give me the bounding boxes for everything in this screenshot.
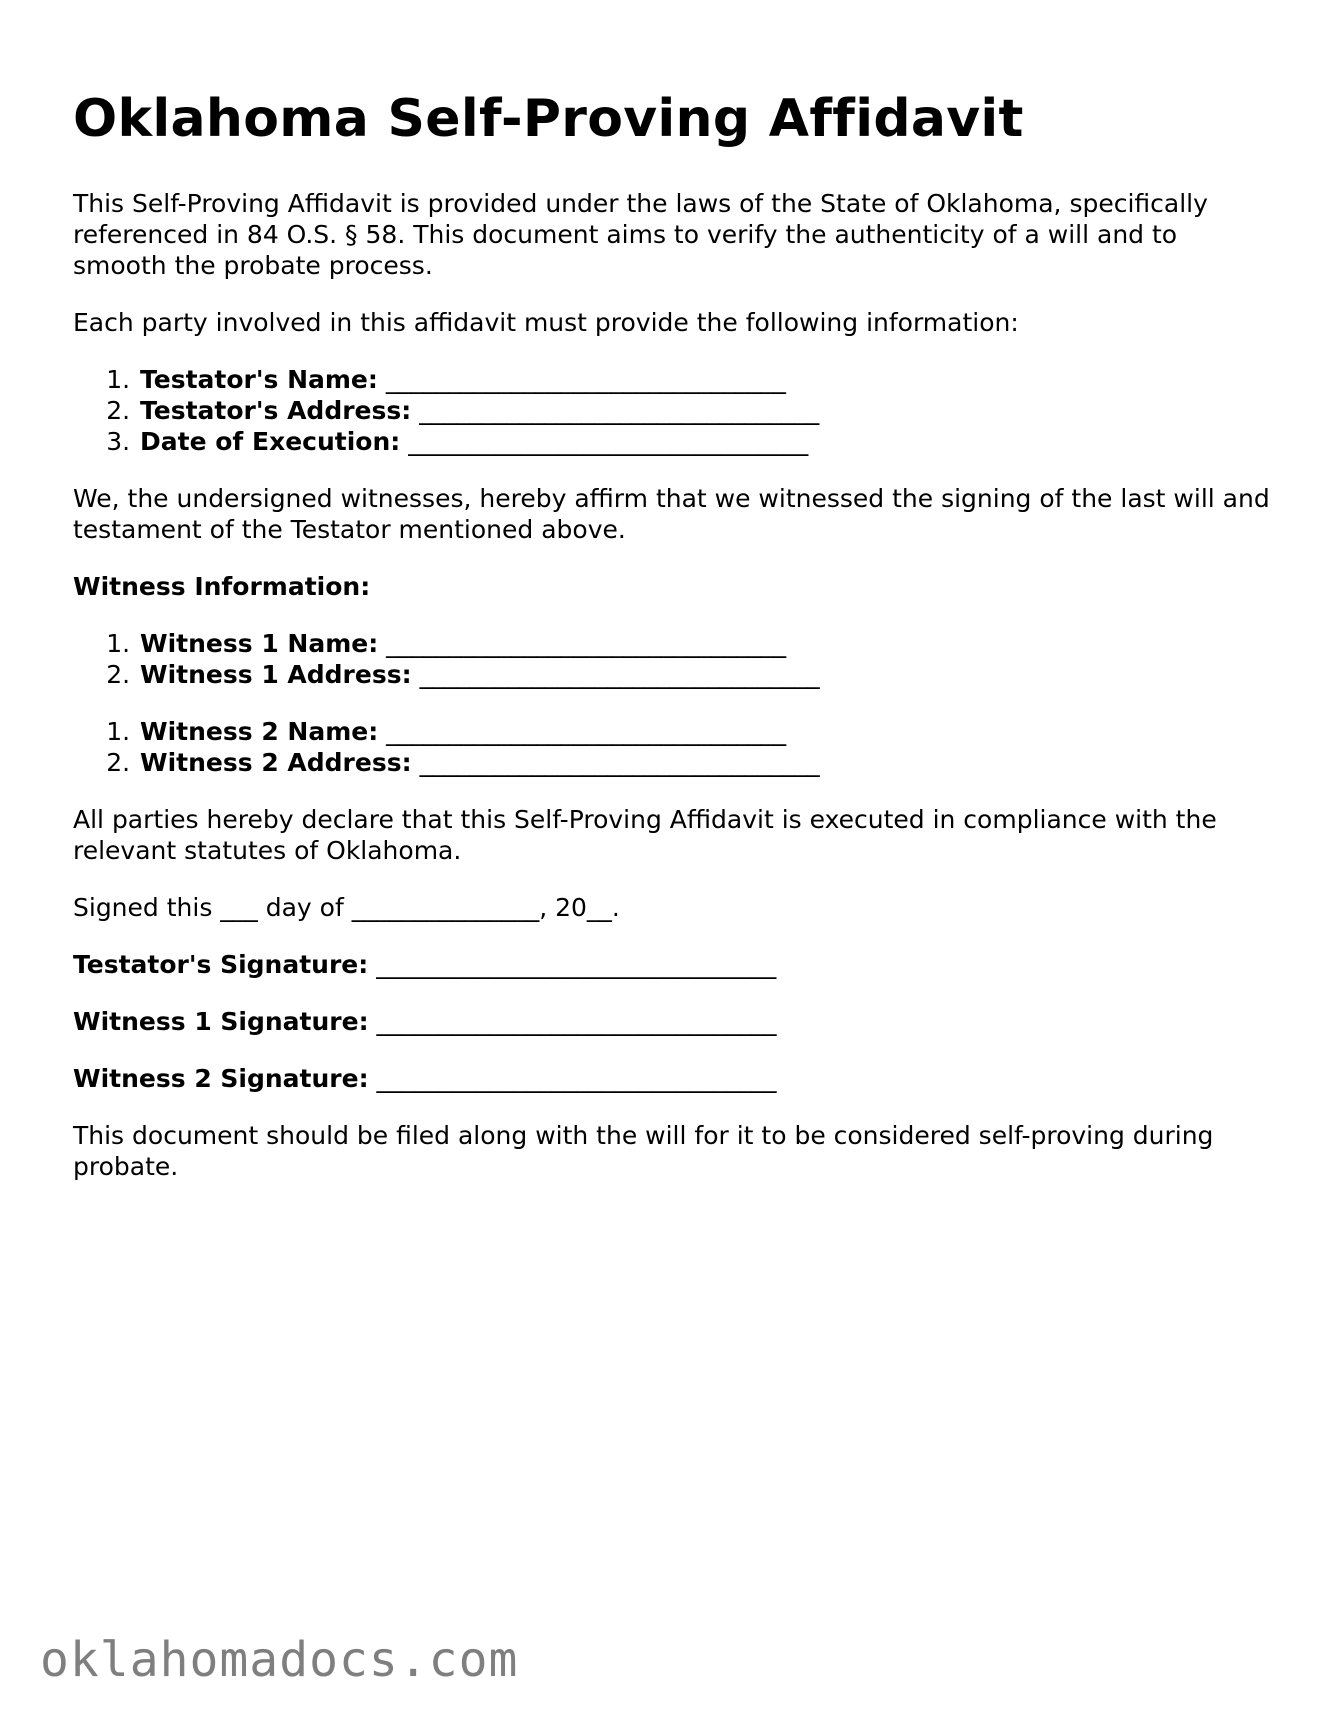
witness2-address-field — [138, 747, 1273, 778]
witness-info-heading: Witness Information: — [73, 572, 371, 602]
witness1-name-field — [138, 628, 1273, 659]
field-label: Witness 1 Name: — [140, 629, 379, 659]
witness2-name-field — [138, 716, 1273, 747]
field-label: Witness 1 Address: — [140, 660, 412, 690]
signature-label: Witness 1 Signature: — [73, 1007, 369, 1037]
witness1-address-field — [138, 659, 1273, 690]
compliance-paragraph: All parties hereby declare that this Self-Proving Affidavit is executed in compliance with the relevant statutes of Oklahoma. — [73, 805, 1217, 866]
testator-signature-line — [73, 949, 1273, 980]
witness1-signature-line — [73, 1006, 1273, 1037]
document-title: Oklahoma Self-Proving Affidavit — [73, 89, 1024, 149]
field-label: Witness 2 Name: — [140, 717, 379, 747]
witness-statement: We, the undersigned witnesses, hereby affirm that we witnessed the signing of the last will and testament of the Testator mentioned above. — [73, 484, 1270, 545]
witness2-fields-list — [73, 716, 1273, 778]
field-label: Testator's Name: — [140, 365, 378, 395]
testator-address-field — [138, 395, 1273, 426]
document-page — [73, 88, 1273, 1208]
fill-in-blank[interactable]: ________________________________ — [419, 396, 820, 426]
fill-in-blank[interactable]: ________________________________ — [408, 427, 809, 457]
signature-blank[interactable]: ________________________________ — [376, 950, 777, 980]
closing-paragraph: This document should be filed along with the will for it to be considered self-proving during probate. — [73, 1121, 1214, 1182]
signature-label: Witness 2 Signature: — [73, 1064, 369, 1094]
testator-fields-list — [73, 364, 1273, 457]
signature-blank[interactable]: ________________________________ — [376, 1064, 777, 1094]
field-label: Witness 2 Address: — [140, 748, 412, 778]
party-info-intro: Each party involved in this affidavit must provide the following information: — [73, 308, 1019, 338]
signature-label: Testator's Signature: — [73, 950, 369, 980]
field-label: Date of Execution: — [140, 427, 401, 457]
fill-in-blank[interactable]: ________________________________ — [419, 748, 820, 778]
field-label: Testator's Address: — [140, 396, 412, 426]
witness2-signature-line — [73, 1063, 1273, 1094]
date-of-execution-field — [138, 426, 1273, 457]
witness1-fields-list — [73, 628, 1273, 690]
intro-paragraph: This Self-Proving Affidavit is provided under the laws of the State of Oklahoma, specifically referenced in 84 O.S. § 58. This document aims to verify the authenticity of a will and to smooth the probate process. — [73, 189, 1208, 281]
signature-blank[interactable]: ________________________________ — [376, 1007, 777, 1037]
website-watermark: oklahomadocs.com — [40, 1632, 519, 1688]
fill-in-blank[interactable]: ________________________________ — [386, 629, 787, 659]
fill-in-blank[interactable]: ________________________________ — [385, 365, 786, 395]
fill-in-blank[interactable]: ________________________________ — [419, 660, 820, 690]
testator-name-field — [138, 364, 1273, 395]
fill-in-blank[interactable]: ________________________________ — [386, 717, 787, 747]
signed-date-line: Signed this ___ day of _______________, 20__. — [73, 893, 620, 923]
